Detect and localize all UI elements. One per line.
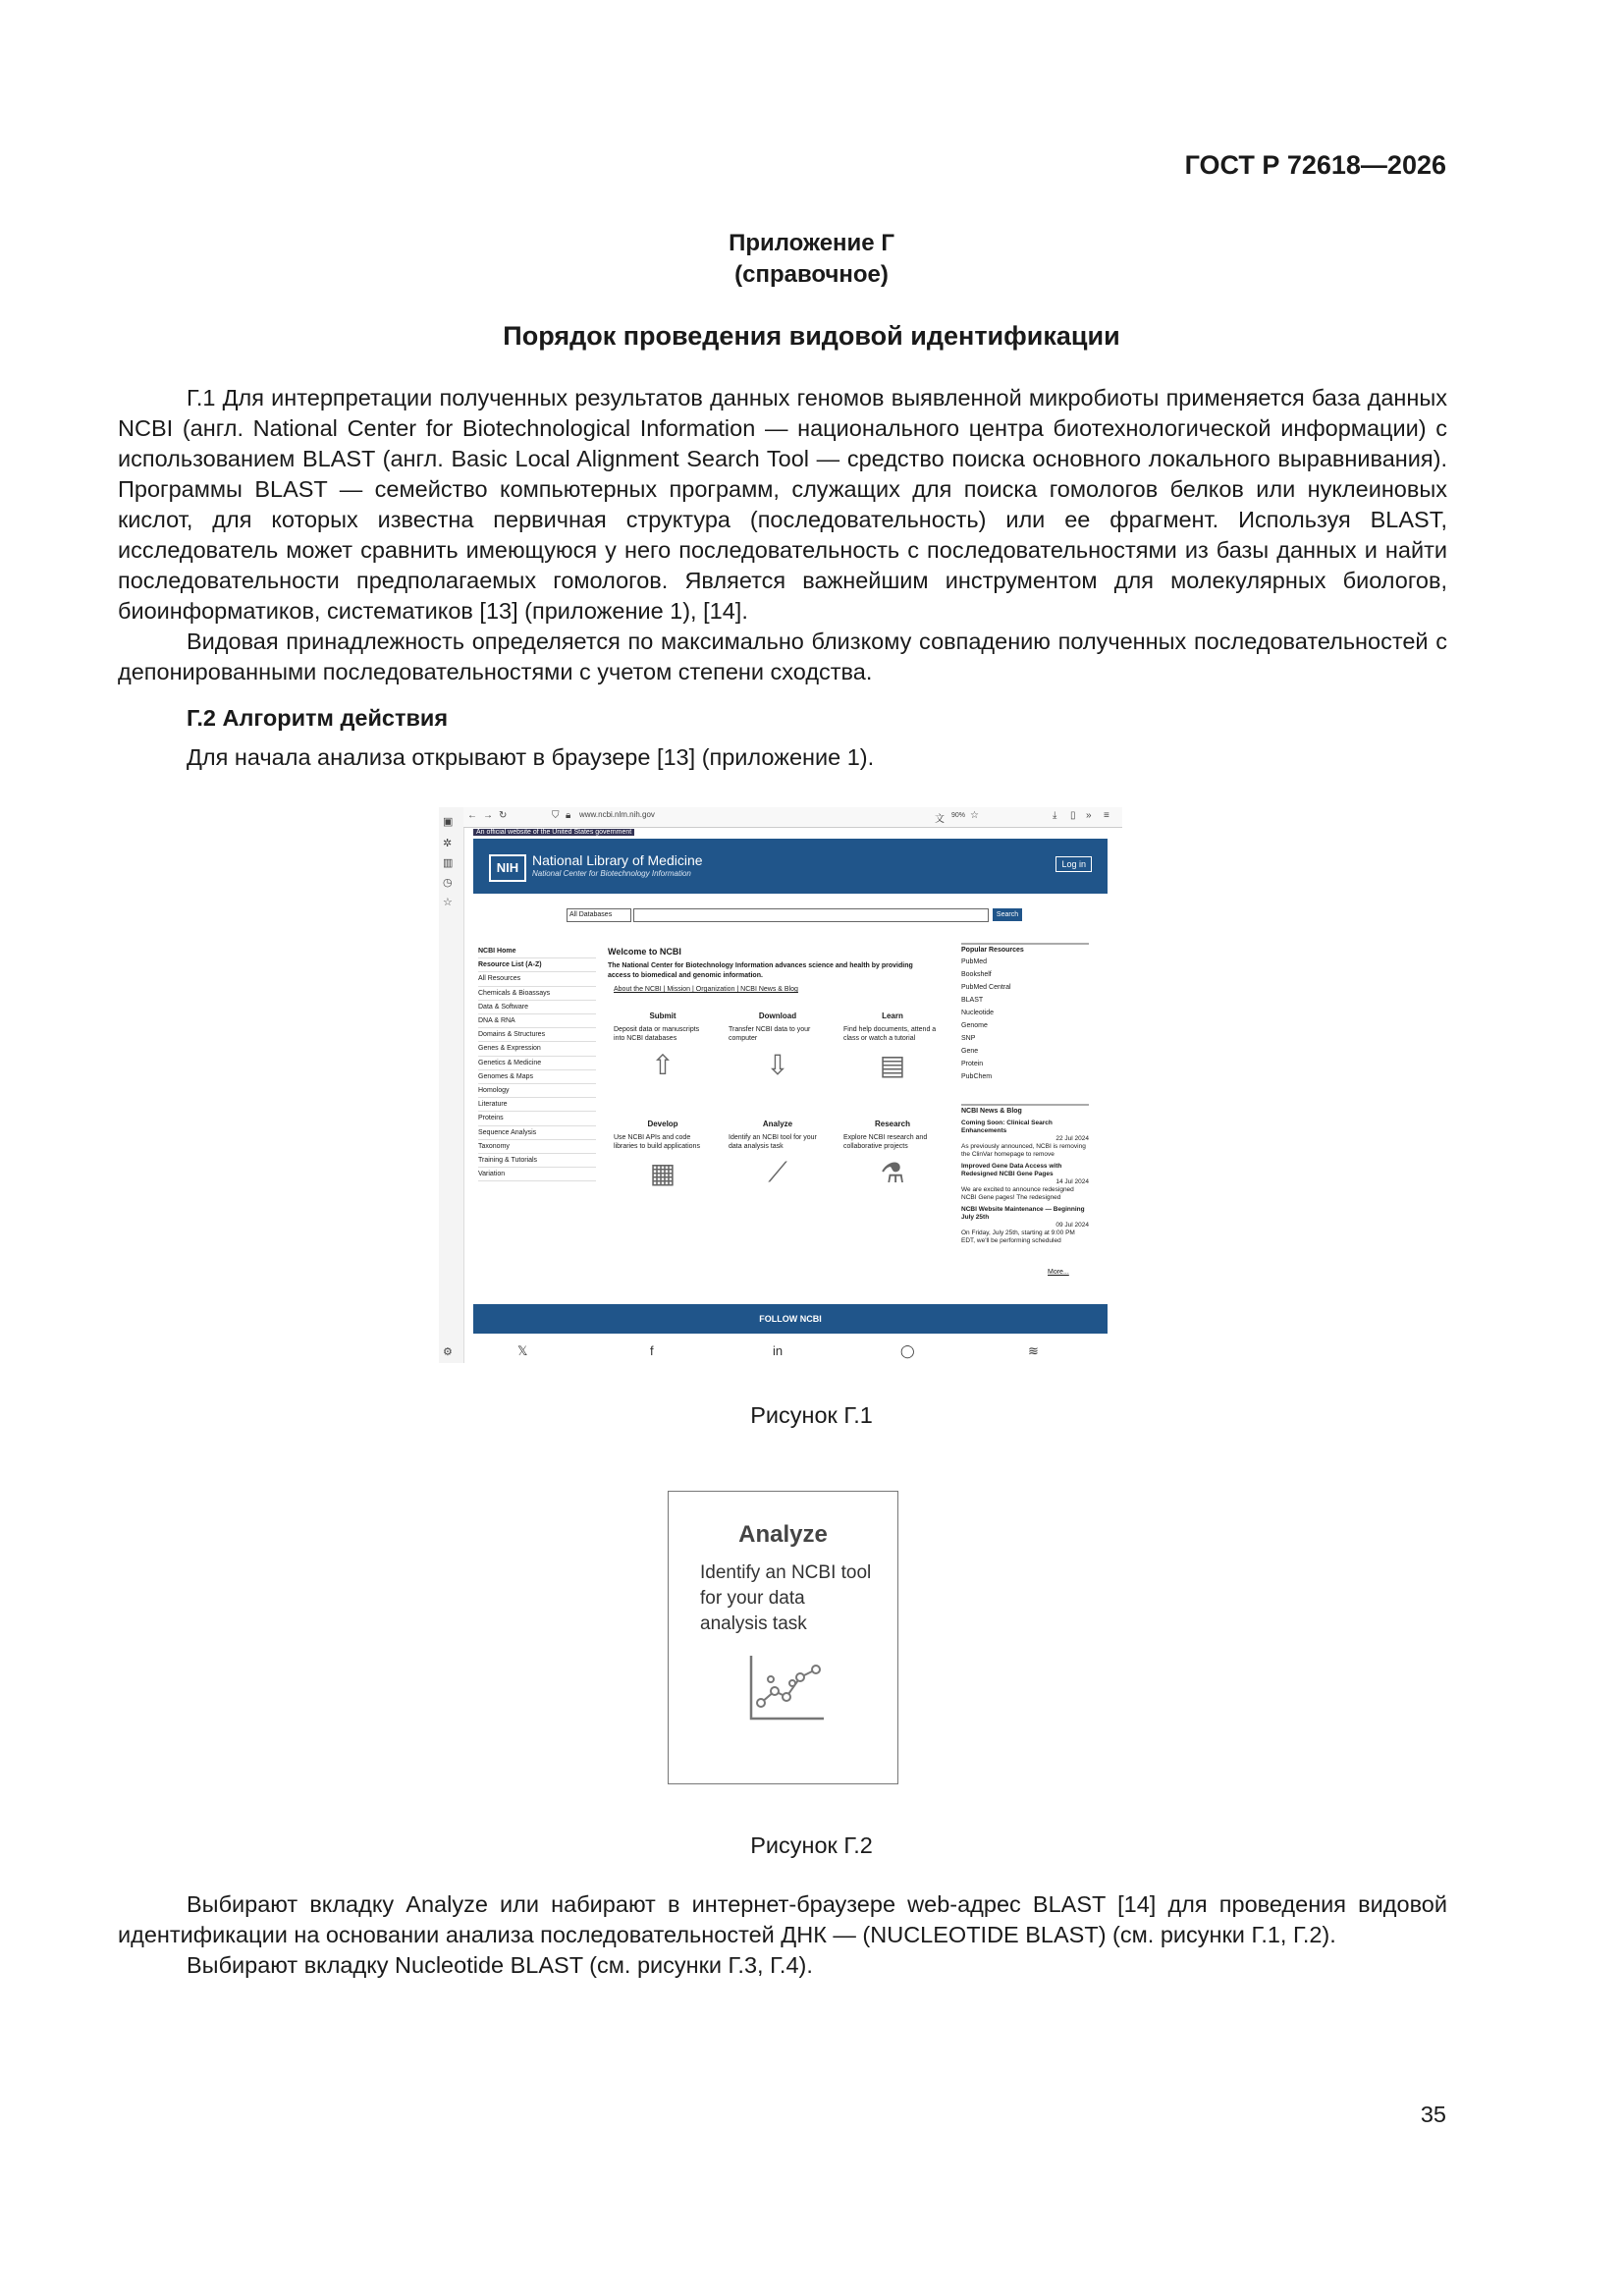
news-blog (961, 1104, 1089, 1249)
translate-icon: 文 (935, 814, 945, 825)
popular-title: Popular Resources (961, 943, 1089, 954)
banner-title: National Library of Medicine (532, 852, 703, 868)
card-desc: Deposit data or manuscripts into NCBI databases (614, 1026, 700, 1042)
nih-logo: NIH (489, 854, 526, 882)
welcome-title: Welcome to NCBI (608, 947, 681, 957)
popular-item[interactable]: PubChem (961, 1073, 993, 1080)
news-item-text: We are excited to announce redesigned NCBI Gene pages! The redesigned (961, 1186, 1074, 1201)
nav-item[interactable]: Chemicals & Bioassays (478, 987, 596, 1001)
popular-list (961, 956, 1089, 1083)
nav-item[interactable]: NCBI Home (478, 945, 596, 958)
news-item[interactable] (961, 1163, 1089, 1202)
extensions-icon: ▯ (1070, 810, 1076, 821)
news-item-title: Improved Gene Data Access with Redesigned NCBI Gene Pages (961, 1163, 1062, 1177)
popular-item[interactable]: Bookshelf (961, 971, 992, 978)
subsection-title: Г.2 Алгоритм действия (187, 705, 449, 731)
microscope-icon: ⚗ (880, 1158, 905, 1188)
nav-item[interactable]: Data & Software (478, 1001, 596, 1014)
news-item-title: Coming Soon: Clinical Search Enhancements (961, 1120, 1053, 1134)
nav-item[interactable]: DNA & RNA (478, 1014, 596, 1028)
appendix-subtitle: (справочное) (734, 261, 889, 288)
lock-icon: 🔒︎ (566, 810, 571, 821)
search-button[interactable]: Search (993, 908, 1022, 921)
popular-item[interactable]: PubMed Central (961, 984, 1011, 991)
standard-code: ГОСТ Р 72618—2026 (1184, 150, 1446, 180)
figure2-caption: Рисунок Г.2 (750, 1832, 873, 1858)
chart-icon: ⟋ (768, 1157, 787, 1187)
welcome-links[interactable]: About the NCBI | Mission | Organization | NCBI News & Blog (614, 986, 798, 993)
figure1-caption: Рисунок Г.1 (750, 1402, 873, 1428)
card-desc: Use NCBI APIs and code libraries to build applications (614, 1134, 700, 1150)
linkedin-icon[interactable]: in (773, 1343, 784, 1358)
book-icon: ▤ (879, 1050, 906, 1080)
appendix-heading (0, 228, 1623, 291)
reload-icon: ↻ (499, 810, 508, 821)
search-input[interactable] (633, 908, 989, 922)
download-icon: ⤓ (1053, 810, 1057, 821)
analyze-title: Analyze (738, 1521, 828, 1548)
facebook-icon[interactable]: f (650, 1343, 654, 1358)
news-item-text: On Friday, July 25th, starting at 9:00 PM EDT, we'll be performing scheduled (961, 1230, 1075, 1244)
sidebar-panel-icon: ▣ (443, 816, 454, 828)
login-button[interactable]: Log in (1055, 856, 1092, 872)
closing-paragraph-1: Выбирают вкладку Analyze или набирают в интернет-браузере web-адрес BLAST [14] для проведения видовой идентификации на основании анализа последовательностей ДНК — (NUCLEOTIDE BLAST) (см. рисунки Г.1, Г.2). (118, 1891, 1447, 1947)
page-number: 35 (1420, 2102, 1446, 2127)
blocks-icon: ▦ (649, 1158, 676, 1188)
card-desc: Transfer NCBI data to your computer (729, 1026, 811, 1042)
popular-item[interactable]: SNP (961, 1035, 976, 1042)
download-icon: ⇩ (766, 1050, 789, 1080)
news-item-date: 22 Jul 2024 (1055, 1135, 1089, 1142)
sidebar-settings-icon: ⚙ (443, 1346, 453, 1358)
card-download[interactable] (729, 1011, 827, 1081)
nav-item[interactable]: Variation (478, 1168, 596, 1181)
card-research[interactable] (843, 1120, 942, 1189)
nav-item[interactable]: Literature (478, 1098, 596, 1112)
card-desc: Identify an NCBI tool for your data analysis task (729, 1134, 817, 1150)
news-item-title: NCBI Website Maintenance — Beginning July 25th (961, 1206, 1085, 1221)
paragraph-g1: Г.1 Для интерпретации полученных результатов данных геномов выявленной микробиоты применяется база данных NCBI (англ. National Center for Biotechnological Information — национального центра биотехнологической информации) с использованием BLAST (англ. Basic Local Alignment Search Tool — средство поиска основного локального выравнивания). Программы BLAST — семейство компьютерных программ, служащих для поиска гомологов белков или нуклеиновых кислот, для которых известна первичная структура (последовательность) или ее фрагмент. Используя BLAST, исследователь может сравнить имеющуюся у него последовательность с последовательностями из базы данных и найти последовательности предполагаемых гомологов. Является важнейшим инструментом для молекулярных биологов, биоинформатиков, систематиков [13] (приложение 1), [14]. (118, 385, 1447, 624)
welcome-text: The National Center for Biotechnology Information advances science and health by providing access to biomedical and genomic information. (608, 962, 913, 979)
news-title: NCBI News & Blog (961, 1104, 1089, 1116)
address-bar: www.ncbi.nlm.nih.gov (579, 810, 655, 819)
popular-item[interactable]: Nucleotide (961, 1010, 995, 1016)
popular-item[interactable]: PubMed (961, 958, 988, 965)
database-select[interactable]: All Databases (567, 908, 631, 922)
bookmark-star-icon: ☆ (970, 810, 979, 821)
nav-item[interactable]: Training & Tutorials (478, 1154, 596, 1168)
popular-resources (961, 943, 1089, 1083)
popular-item[interactable]: BLAST (961, 997, 984, 1004)
news-item-date: 14 Jul 2024 (1055, 1178, 1089, 1185)
back-icon: ← (467, 810, 477, 821)
nav-item[interactable]: Genetics & Medicine (478, 1057, 596, 1070)
nav-item[interactable]: Proteins (478, 1112, 596, 1125)
nav-item[interactable]: Domains & Structures (478, 1028, 596, 1042)
card-title: Develop (647, 1120, 678, 1128)
news-list (961, 1120, 1089, 1245)
appendix-title: Приложение Г (729, 230, 894, 256)
sidebar-bookmarks-icon: ▥ (443, 857, 454, 869)
popular-item[interactable]: Genome (961, 1022, 988, 1029)
upload-icon: ⇧ (651, 1050, 675, 1080)
nav-item[interactable]: Genes & Expression (478, 1042, 596, 1056)
closing-paragraphs (118, 1889, 1447, 1981)
paragraph-species: Видовая принадлежность определяется по максимально близкому совпадению полученных последовательностей с депонированными последовательностями с учетом степени сходства. (118, 629, 1447, 684)
news-item-text: As previously announced, NCBI is removing the ClinVar homepage to remove (961, 1143, 1086, 1158)
overflow-icon: » (1086, 810, 1092, 821)
card-submit[interactable] (614, 1011, 712, 1081)
zoom-level: 90% (951, 812, 966, 819)
popular-item[interactable]: Protein (961, 1061, 984, 1067)
card-learn[interactable] (843, 1011, 942, 1081)
sidebar-star-icon: ☆ (443, 897, 453, 908)
nav-item[interactable]: Homology (478, 1084, 596, 1098)
sidebar-ai-icon: ✲ (443, 838, 453, 849)
github-icon[interactable]: ◯ (900, 1343, 915, 1358)
rss-icon[interactable]: ≋ (1028, 1343, 1039, 1358)
card-desc: Explore NCBI research and collaborative projects (843, 1134, 928, 1150)
news-item[interactable] (961, 1120, 1089, 1159)
nav-item[interactable]: All Resources (478, 972, 596, 986)
banner-subtitle: National Center for Biotechnology Information (532, 869, 691, 878)
intro-paragraphs (118, 383, 1447, 687)
nav-item[interactable]: Taxonomy (478, 1140, 596, 1154)
card-analyze[interactable] (729, 1120, 827, 1189)
nav-item[interactable]: Sequence Analysis (478, 1126, 596, 1140)
ncbi-nav (478, 945, 596, 1181)
figure-ncbi-screenshot (439, 807, 1122, 1363)
card-title: Research (874, 1120, 911, 1128)
card-title: Submit (649, 1011, 676, 1020)
x-icon[interactable]: 𝕏 (517, 1343, 528, 1358)
sidebar-history-icon: ◷ (443, 877, 453, 889)
card-title: Download (758, 1011, 797, 1020)
news-item[interactable] (961, 1206, 1089, 1245)
menu-icon: ≡ (1104, 810, 1109, 821)
browser-toolbar (463, 807, 1122, 828)
card-title: Analyze (762, 1120, 793, 1128)
closing-paragraph-2: Выбирают вкладку Nucleotide BLAST (см. рисунки Г.3, Г.4). (187, 1952, 813, 1978)
subsection-text: Для начала анализа открывают в браузере [13] (приложение 1). (187, 744, 875, 770)
card-desc: Find help documents, attend a class or watch a tutorial (843, 1026, 937, 1042)
nav-item[interactable]: Genomes & Maps (478, 1070, 596, 1084)
news-item-date: 09 Jul 2024 (1055, 1222, 1089, 1229)
analyze-chart-icon (747, 1654, 826, 1722)
more-link[interactable]: More... (1048, 1269, 1069, 1276)
analyze-desc: Identify an NCBI tool for your data analysis task (700, 1562, 872, 1634)
forward-icon: → (483, 810, 493, 821)
ncbi-banner (473, 839, 1108, 894)
follow-ncbi: FOLLOW NCBI (473, 1304, 1108, 1334)
gov-notice: An official website of the United States government (473, 829, 634, 836)
browser-sidebar (439, 807, 464, 1363)
nav-item[interactable]: Resource List (A-Z) (478, 958, 596, 972)
section-title: Порядок проведения видовой идентификации (503, 321, 1120, 351)
card-title: Learn (882, 1011, 903, 1020)
popular-item[interactable]: Gene (961, 1048, 979, 1055)
shield-icon: ⛉ (552, 810, 560, 821)
figure-analyze-card (668, 1491, 898, 1784)
card-develop[interactable] (614, 1120, 712, 1189)
